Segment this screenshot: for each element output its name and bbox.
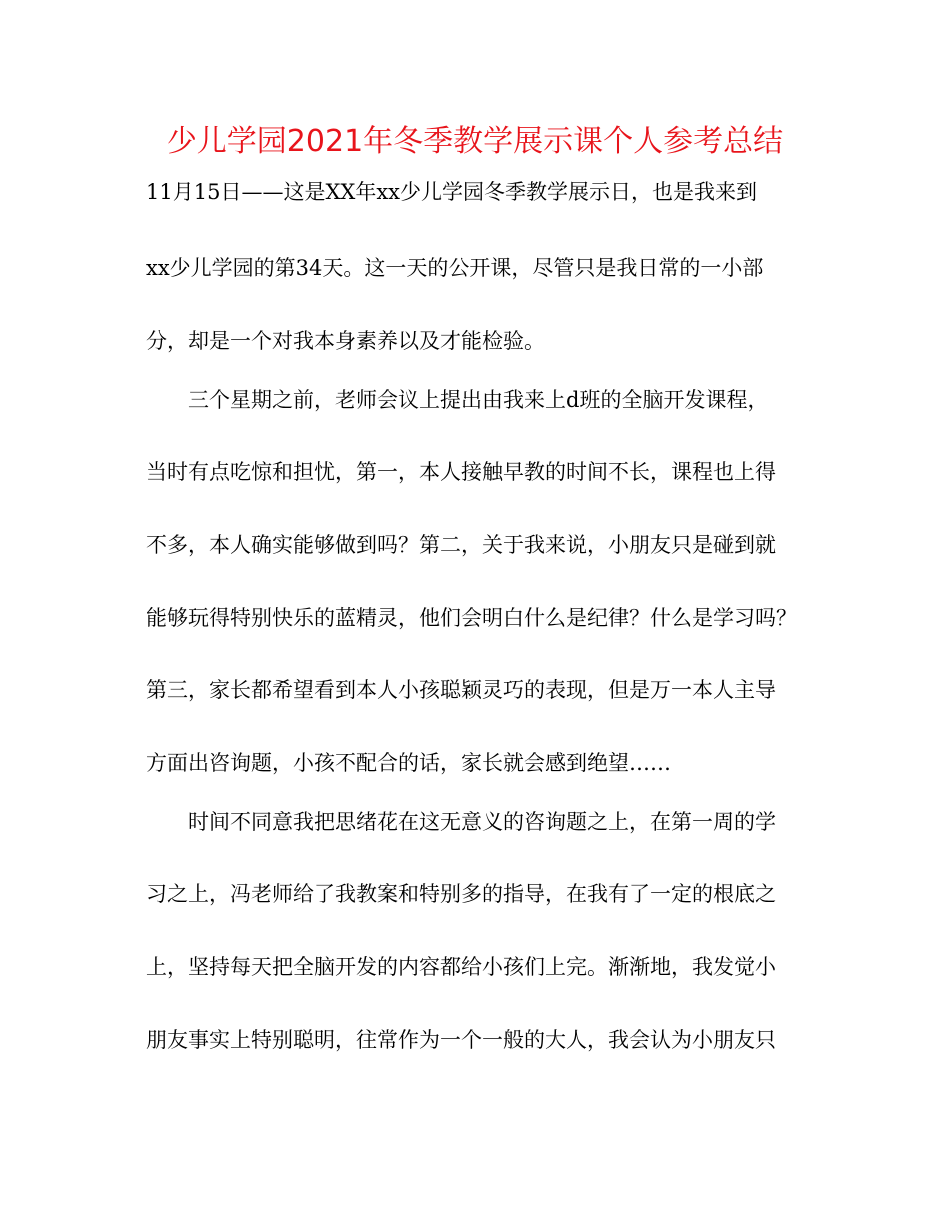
text-line-7: 能够玩得特别快乐的蓝精灵，他们会明白什么是纪律？什么是学习吗？ xyxy=(146,606,797,630)
text-line-3: 分，却是一个对我本身素养以及才能检验。 xyxy=(146,329,545,353)
text-line-13: 朋友事实上特别聪明，往常作为一个一般的大人，我会认为小朋友只 xyxy=(146,1028,776,1052)
text-line-8: 第三，家长都希望看到本人小孩聪颖灵巧的表现，但是万一本人主导 xyxy=(146,678,776,702)
text-line-11: 习之上，冯老师给了我教案和特别多的指导，在我有了一定的根底之 xyxy=(146,882,776,906)
text-line-9: 方面出咨询题，小孩不配合的话，家长就会感到绝望…… xyxy=(146,751,671,775)
text-line-4: 三个星期之前，老师会议上提出由我来上d班的全脑开发课程， xyxy=(188,388,769,412)
text-line-1: 11月15日——这是XX年xx少儿学园冬季教学展示日，也是我来到 xyxy=(146,180,758,204)
text-line-2: xx少儿学园的第34天。这一天的公开课，尽管只是我日常的一小部 xyxy=(146,256,764,280)
document-title: 少儿学园2021年冬季教学展示课个人参考总结 xyxy=(166,124,784,159)
text-line-5: 当时有点吃惊和担忧，第一，本人接触早教的时间不长，课程也上得 xyxy=(146,460,776,484)
text-line-12: 上，坚持每天把全脑开发的内容都给小孩们上完。渐渐地，我发觉小 xyxy=(146,955,776,979)
text-line-10: 时间不同意我把思绪花在这无意义的咨询题之上，在第一周的学 xyxy=(188,810,776,834)
text-line-6: 不多，本人确实能够做到吗？第二，关于我来说，小朋友只是碰到就 xyxy=(146,533,776,557)
